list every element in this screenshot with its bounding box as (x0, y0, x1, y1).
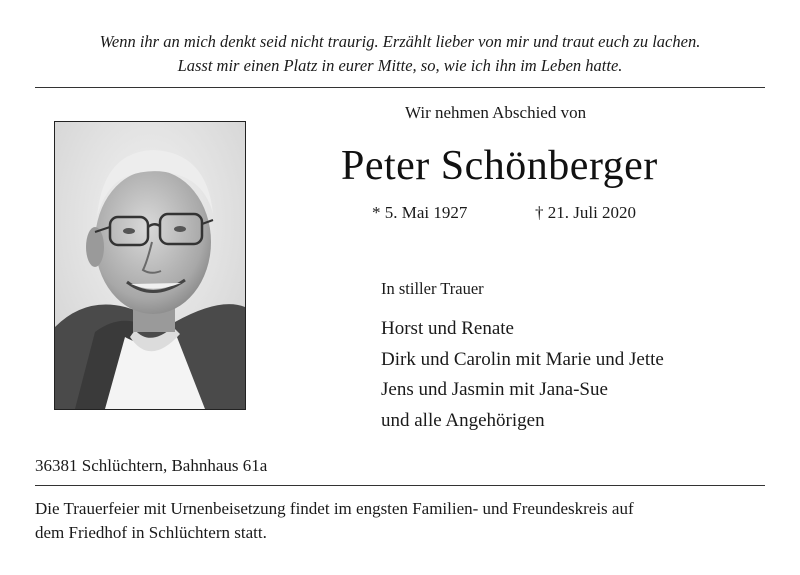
funeral-notice (35, 497, 770, 545)
mourner-line: Horst und Renate (381, 318, 514, 339)
mourner-line: Dirk und Carolin mit Marie und Jette (381, 348, 664, 370)
farewell-intro: Wir nehmen Abschied von (405, 103, 587, 122)
portrait-photo (54, 121, 246, 410)
poem-quote (0, 30, 800, 78)
mourner-line: Jens und Jasmin mit Jana-Sue (381, 379, 608, 400)
mourner-line: und alle Angehörigen (381, 409, 545, 431)
bottom-divider (35, 485, 765, 486)
funeral-line-1: Die Trauerfeier mit Urnenbeisetzung findet im engsten Familien- und Freundeskreis auf (35, 499, 634, 518)
birth-date: * 5. Mai 1927 (372, 203, 468, 222)
top-divider (35, 87, 765, 88)
mourners-list (381, 314, 664, 436)
family-address: 36381 Schlüchtern, Bahnhaus 61a (35, 456, 268, 475)
poem-line-1: Wenn ihr an mich denkt seid nicht traurig. Erzählt lieber von mir und traut euch zu lachen. (99, 32, 701, 51)
funeral-line-2: dem Friedhof in Schlüchtern statt. (35, 523, 267, 542)
death-date: † 21. Juli 2020 (535, 203, 637, 222)
poem-line-2: Lasst mir einen Platz in eurer Mitte, so, wie ich ihn im Leben hatte. (177, 56, 623, 75)
deceased-name: Peter Schönberger (341, 143, 658, 189)
mourning-label: In stiller Trauer (381, 279, 484, 298)
